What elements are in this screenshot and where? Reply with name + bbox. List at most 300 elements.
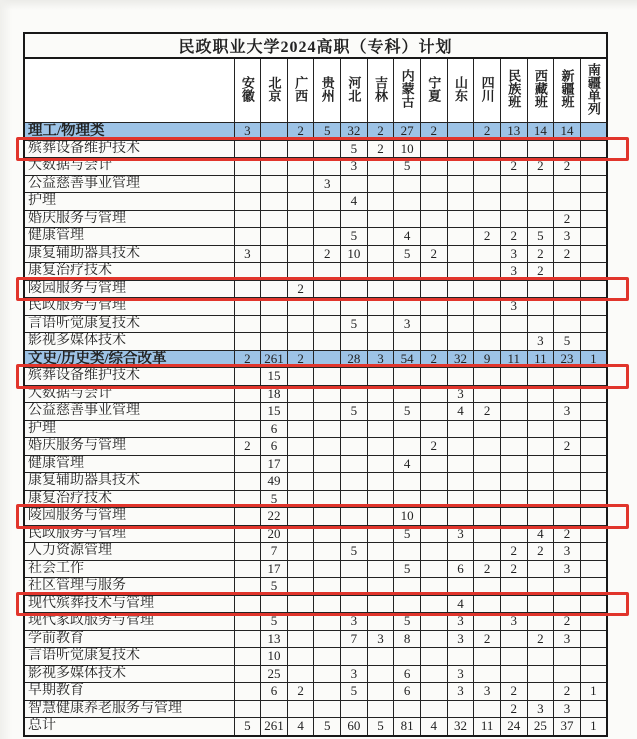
- cell: 5: [261, 490, 288, 508]
- row-label: 社会工作: [24, 560, 234, 578]
- cell: 5: [234, 718, 261, 736]
- cell: 3: [234, 123, 261, 141]
- cell: [367, 385, 394, 403]
- cell: [474, 700, 501, 718]
- cell: [447, 158, 474, 176]
- cell: [367, 368, 394, 386]
- cell: [234, 508, 261, 526]
- cell: [314, 350, 341, 368]
- cell: 25: [261, 665, 288, 683]
- row-label: 早期教育: [24, 683, 234, 701]
- cell: [474, 543, 501, 561]
- cell: [341, 368, 368, 386]
- cell: [580, 280, 607, 298]
- cell: [367, 525, 394, 543]
- program-row: [24, 193, 607, 211]
- cell: 5: [314, 718, 341, 736]
- cell: 2: [500, 158, 527, 176]
- cell: 3: [341, 158, 368, 176]
- cell: 20: [261, 525, 288, 543]
- cell: 4: [287, 718, 314, 736]
- cell: [554, 368, 581, 386]
- cell: [474, 385, 501, 403]
- cell: [367, 665, 394, 683]
- cell: [394, 543, 421, 561]
- cell: 7: [261, 543, 288, 561]
- cell: [580, 158, 607, 176]
- cell: 2: [420, 245, 447, 263]
- cell: [447, 578, 474, 596]
- cell: 3: [500, 263, 527, 281]
- cell: [341, 420, 368, 438]
- cell: [261, 595, 288, 613]
- cell: [314, 613, 341, 631]
- row-label: 人力资源管理: [24, 543, 234, 561]
- column-header: 民族班: [500, 58, 527, 123]
- cell: [367, 333, 394, 351]
- cell: [341, 438, 368, 456]
- cell: [314, 700, 341, 718]
- cell: [314, 543, 341, 561]
- cell: [341, 298, 368, 316]
- cell: 81: [394, 718, 421, 736]
- table-title: 民政职业大学2024高职（专科）计划: [24, 33, 607, 58]
- cell: 3: [554, 228, 581, 246]
- cell: 11: [500, 350, 527, 368]
- cell: [314, 298, 341, 316]
- cell: 10: [341, 245, 368, 263]
- cell: [367, 175, 394, 193]
- cell: [234, 420, 261, 438]
- cell: [261, 175, 288, 193]
- cell: [500, 280, 527, 298]
- column-header: 山东: [447, 58, 474, 123]
- cell: [580, 665, 607, 683]
- cell: [527, 385, 554, 403]
- cell: 2: [500, 543, 527, 561]
- cell: [554, 420, 581, 438]
- cell: 2: [287, 123, 314, 141]
- cell: [287, 385, 314, 403]
- cell: 2: [287, 350, 314, 368]
- cell: [527, 368, 554, 386]
- cell: [234, 648, 261, 666]
- cell: 2: [287, 683, 314, 701]
- cell: [580, 578, 607, 596]
- cell: [447, 543, 474, 561]
- cell: [500, 648, 527, 666]
- cell: [394, 595, 421, 613]
- cell: [500, 210, 527, 228]
- program-row: [24, 175, 607, 193]
- cell: [500, 140, 527, 158]
- row-label: 影视多媒体技术: [24, 665, 234, 683]
- cell: [500, 438, 527, 456]
- cell: 261: [261, 718, 288, 736]
- cell: [527, 595, 554, 613]
- cell: [580, 420, 607, 438]
- cell: [527, 648, 554, 666]
- cell: 2: [527, 245, 554, 263]
- cell: [580, 525, 607, 543]
- cell: [234, 543, 261, 561]
- program-row: [24, 368, 607, 386]
- cell: [580, 508, 607, 526]
- cell: [580, 403, 607, 421]
- program-row: [24, 665, 607, 683]
- program-row: [24, 455, 607, 473]
- cell: [287, 210, 314, 228]
- program-row: [24, 700, 607, 718]
- cell: 4: [447, 403, 474, 421]
- row-label: 公益慈善事业管理: [24, 403, 234, 421]
- cell: [287, 455, 314, 473]
- cell: [314, 508, 341, 526]
- cell: [447, 473, 474, 491]
- cell: [234, 368, 261, 386]
- row-label: 民政服务与管理: [24, 525, 234, 543]
- cell: 25: [527, 718, 554, 736]
- row-label: 陵园服务与管理: [24, 280, 234, 298]
- cell: [420, 543, 447, 561]
- cell: 5: [554, 333, 581, 351]
- cell: [287, 158, 314, 176]
- program-row: [24, 245, 607, 263]
- enrollment-plan-table: [23, 32, 608, 737]
- row-label: 康复治疗技术: [24, 263, 234, 281]
- cell: [447, 193, 474, 211]
- cell: [580, 630, 607, 648]
- cell: [341, 473, 368, 491]
- cell: [554, 315, 581, 333]
- program-row: [24, 648, 607, 666]
- cell: [474, 333, 501, 351]
- cell: 2: [554, 210, 581, 228]
- cell: [580, 315, 607, 333]
- cell: 2: [474, 123, 501, 141]
- cell: 1: [580, 683, 607, 701]
- cell: [314, 315, 341, 333]
- row-label: 殡葬设备维护技术: [24, 368, 234, 386]
- cell: [234, 263, 261, 281]
- program-row: [24, 630, 607, 648]
- cell: 2: [500, 228, 527, 246]
- cell: [234, 490, 261, 508]
- cell: [314, 473, 341, 491]
- cell: [527, 298, 554, 316]
- cell: [314, 490, 341, 508]
- cell: 3: [447, 525, 474, 543]
- column-header: 四川: [474, 58, 501, 123]
- cell: 27: [394, 123, 421, 141]
- cell: 5: [527, 228, 554, 246]
- cell: [367, 613, 394, 631]
- cell: [394, 368, 421, 386]
- cell: [527, 560, 554, 578]
- cell: 3: [500, 245, 527, 263]
- program-row: [24, 525, 607, 543]
- cell: [341, 455, 368, 473]
- cell: [234, 560, 261, 578]
- cell: [341, 525, 368, 543]
- cell: [287, 560, 314, 578]
- program-row: [24, 613, 607, 631]
- cell: [394, 473, 421, 491]
- cell: [287, 333, 314, 351]
- cell: 2: [500, 700, 527, 718]
- row-label: 康复辅助器具技术: [24, 473, 234, 491]
- cell: [580, 368, 607, 386]
- cell: 14: [554, 123, 581, 141]
- row-label: 婚庆服务与管理: [24, 210, 234, 228]
- cell: [314, 455, 341, 473]
- cell: [447, 455, 474, 473]
- cell: [580, 123, 607, 141]
- cell: [341, 700, 368, 718]
- cell: [367, 648, 394, 666]
- cell: 3: [527, 700, 554, 718]
- cell: [474, 595, 501, 613]
- cell: 49: [261, 473, 288, 491]
- cell: [234, 403, 261, 421]
- cell: [420, 525, 447, 543]
- cell: [420, 490, 447, 508]
- program-row: [24, 438, 607, 456]
- cell: [234, 298, 261, 316]
- cell: [447, 228, 474, 246]
- cell: [420, 508, 447, 526]
- cell: [394, 333, 421, 351]
- cell: [554, 473, 581, 491]
- cell: [554, 508, 581, 526]
- cell: 2: [527, 543, 554, 561]
- cell: [500, 578, 527, 596]
- cell: [314, 683, 341, 701]
- cell: [234, 578, 261, 596]
- cell: 13: [261, 630, 288, 648]
- cell: [394, 578, 421, 596]
- cell: [287, 525, 314, 543]
- cell: 3: [474, 683, 501, 701]
- cell: 3: [527, 333, 554, 351]
- program-row: [24, 403, 607, 421]
- cell: 6: [261, 683, 288, 701]
- cell: [287, 595, 314, 613]
- cell: [314, 403, 341, 421]
- row-label: 护理: [24, 193, 234, 211]
- cell: 15: [261, 368, 288, 386]
- cell: [367, 245, 394, 263]
- cell: [314, 368, 341, 386]
- cell: [341, 280, 368, 298]
- row-label: 公益慈善事业管理: [24, 175, 234, 193]
- cell: [527, 665, 554, 683]
- cell: [367, 578, 394, 596]
- cell: [580, 438, 607, 456]
- cell: [580, 228, 607, 246]
- cell: [474, 665, 501, 683]
- cell: [527, 140, 554, 158]
- cell: [367, 158, 394, 176]
- cell: 2: [554, 438, 581, 456]
- cell: [580, 455, 607, 473]
- cell: [420, 140, 447, 158]
- cell: [367, 315, 394, 333]
- row-label: 健康管理: [24, 228, 234, 246]
- cell: [314, 630, 341, 648]
- program-row: [24, 560, 607, 578]
- column-header-row: [24, 58, 607, 123]
- column-header: 广西: [287, 58, 314, 123]
- cell: 5: [261, 613, 288, 631]
- cell: 2: [554, 613, 581, 631]
- cell: [341, 508, 368, 526]
- cell: [474, 158, 501, 176]
- cell: [474, 525, 501, 543]
- program-row: [24, 298, 607, 316]
- cell: [580, 473, 607, 491]
- cell: [447, 123, 474, 141]
- cell: [554, 193, 581, 211]
- cell: [580, 560, 607, 578]
- cell: 5: [341, 543, 368, 561]
- cell: [420, 158, 447, 176]
- cell: [474, 490, 501, 508]
- cell: [447, 420, 474, 438]
- cell: [420, 683, 447, 701]
- row-label: 文史/历史类/综合改革: [24, 350, 234, 368]
- cell: 18: [261, 385, 288, 403]
- cell: 5: [261, 578, 288, 596]
- cell: 14: [527, 123, 554, 141]
- cell: [341, 560, 368, 578]
- program-row: [24, 508, 607, 526]
- cell: [314, 158, 341, 176]
- cell: 3: [234, 245, 261, 263]
- cell: [500, 508, 527, 526]
- cell: [341, 595, 368, 613]
- cell: [314, 420, 341, 438]
- cell: [420, 648, 447, 666]
- cell: 3: [314, 175, 341, 193]
- cell: 5: [341, 315, 368, 333]
- program-row: [24, 473, 607, 491]
- program-row: [24, 158, 607, 176]
- program-row: [24, 683, 607, 701]
- cell: [474, 613, 501, 631]
- cell: [420, 193, 447, 211]
- column-header: 北京: [261, 58, 288, 123]
- cell: [554, 578, 581, 596]
- cell: [447, 368, 474, 386]
- cell: 2: [554, 525, 581, 543]
- corner-cell: [24, 58, 234, 123]
- cell: [287, 543, 314, 561]
- cell: [367, 438, 394, 456]
- cell: [580, 648, 607, 666]
- cell: [420, 420, 447, 438]
- program-row: [24, 228, 607, 246]
- cell: [287, 298, 314, 316]
- cell: 4: [394, 228, 421, 246]
- cell: [500, 525, 527, 543]
- cell: [474, 508, 501, 526]
- total-row: [24, 718, 607, 736]
- cell: 7: [341, 630, 368, 648]
- cell: [527, 403, 554, 421]
- row-label: 大数据与会计: [24, 385, 234, 403]
- cell: [314, 140, 341, 158]
- cell: [420, 700, 447, 718]
- cell: [341, 263, 368, 281]
- cell: 5: [394, 403, 421, 421]
- cell: [580, 490, 607, 508]
- row-label: 学前教育: [24, 630, 234, 648]
- cell: [474, 175, 501, 193]
- cell: 2: [500, 683, 527, 701]
- cell: [287, 473, 314, 491]
- cell: [500, 490, 527, 508]
- cell: [367, 298, 394, 316]
- cell: 2: [554, 683, 581, 701]
- cell: 5: [341, 683, 368, 701]
- program-row: [24, 578, 607, 596]
- cell: [420, 210, 447, 228]
- cell: [474, 438, 501, 456]
- program-row: [24, 543, 607, 561]
- cell: 5: [341, 228, 368, 246]
- cell: [367, 508, 394, 526]
- cell: [287, 263, 314, 281]
- row-label: 殡葬设备维护技术: [24, 140, 234, 158]
- title-row: [24, 33, 607, 58]
- cell: [367, 473, 394, 491]
- cell: [234, 630, 261, 648]
- cell: [580, 263, 607, 281]
- cell: [580, 613, 607, 631]
- cell: 2: [527, 630, 554, 648]
- cell: [314, 385, 341, 403]
- cell: [394, 700, 421, 718]
- cell: 2: [500, 560, 527, 578]
- cell: [554, 175, 581, 193]
- cell: 2: [314, 245, 341, 263]
- cell: 24: [500, 718, 527, 736]
- cell: [447, 438, 474, 456]
- cell: 54: [394, 350, 421, 368]
- cell: [447, 315, 474, 333]
- cell: [287, 665, 314, 683]
- cell: [287, 403, 314, 421]
- cell: [580, 333, 607, 351]
- cell: [500, 193, 527, 211]
- cell: [314, 263, 341, 281]
- cell: 1: [580, 718, 607, 736]
- cell: [527, 280, 554, 298]
- cell: [420, 613, 447, 631]
- cell: [287, 700, 314, 718]
- cell: [474, 473, 501, 491]
- cell: [474, 315, 501, 333]
- cell: [261, 193, 288, 211]
- cell: [554, 665, 581, 683]
- cell: [447, 298, 474, 316]
- column-header: 宁夏: [420, 58, 447, 123]
- cell: [367, 193, 394, 211]
- cell: [447, 508, 474, 526]
- cell: [474, 420, 501, 438]
- cell: [287, 508, 314, 526]
